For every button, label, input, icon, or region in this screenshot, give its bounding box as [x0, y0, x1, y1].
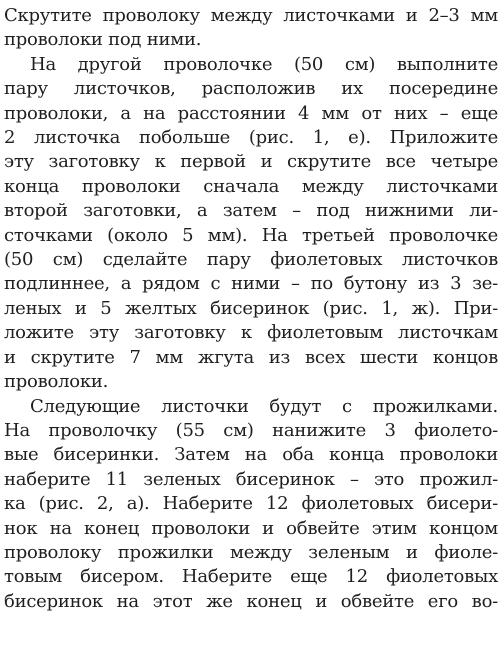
paragraph-3	[4, 395, 498, 615]
paragraph-1	[4, 4, 498, 53]
text-line: проволоки, а на расстоянии 4 мм от них – еще	[4, 102, 498, 124]
text-line: наберите 11 зеленых бисеринок – это прожил-	[4, 468, 498, 490]
text-line: (50 см) сделайте пару фиолетовых листочков	[4, 249, 498, 271]
text-line: бисеринок на этот же конец и обвейте его во-	[4, 590, 498, 612]
text-line: проволоки под ними.	[4, 29, 202, 51]
text-line: и скрутите 7 мм жгута из всех шести концов	[4, 346, 498, 368]
text-line: На проволочку (55 см) нанижите 3 фиолето-	[4, 419, 498, 441]
text-line: проволоки.	[4, 371, 109, 393]
text-line: 2 листочка побольше (рис. 1, е). Приложите	[4, 127, 498, 149]
text-line: проволоку прожилки между зеленым и фиоле-	[4, 541, 498, 563]
text-line: ка (рис. 2, а). Наберите 12 фиолетовых бисери-	[4, 493, 498, 515]
text-line: На другой проволочке (50 см) выполните	[30, 53, 498, 75]
text-line: подлиннее, а рядом с ними – по бутону из 3 зе-	[4, 273, 498, 295]
text-line: второй заготовки, а затем – под нижними ли-	[4, 200, 498, 222]
text-line: пару листочков, расположив их посередине	[4, 78, 498, 100]
text-line: сточками (около 5 мм). На третьей проволочке	[4, 224, 498, 246]
text-line: товым бисером. Наберите еще 12 фиолетовых	[4, 566, 498, 588]
text-line: Скрутите проволоку между листочками и 2–3 мм	[4, 5, 498, 26]
text-line: ложите эту заготовку к фиолетовым листочкам	[4, 322, 498, 344]
text-line: Следующие листочки будут с прожилками.	[30, 395, 498, 417]
text-line: вые бисеринки. Затем на оба конца проволоки	[4, 444, 498, 466]
paragraph-2	[4, 53, 498, 395]
text-line: нок на конец проволоки и обвейте этим концом	[4, 517, 498, 539]
text-line: леных и 5 желтых бисеринок (рис. 1, ж). При-	[4, 297, 498, 319]
text-line: эту заготовку к первой и скрутите все четыре	[4, 151, 498, 173]
text-line: конца проволоки сначала между листочками	[4, 175, 498, 197]
